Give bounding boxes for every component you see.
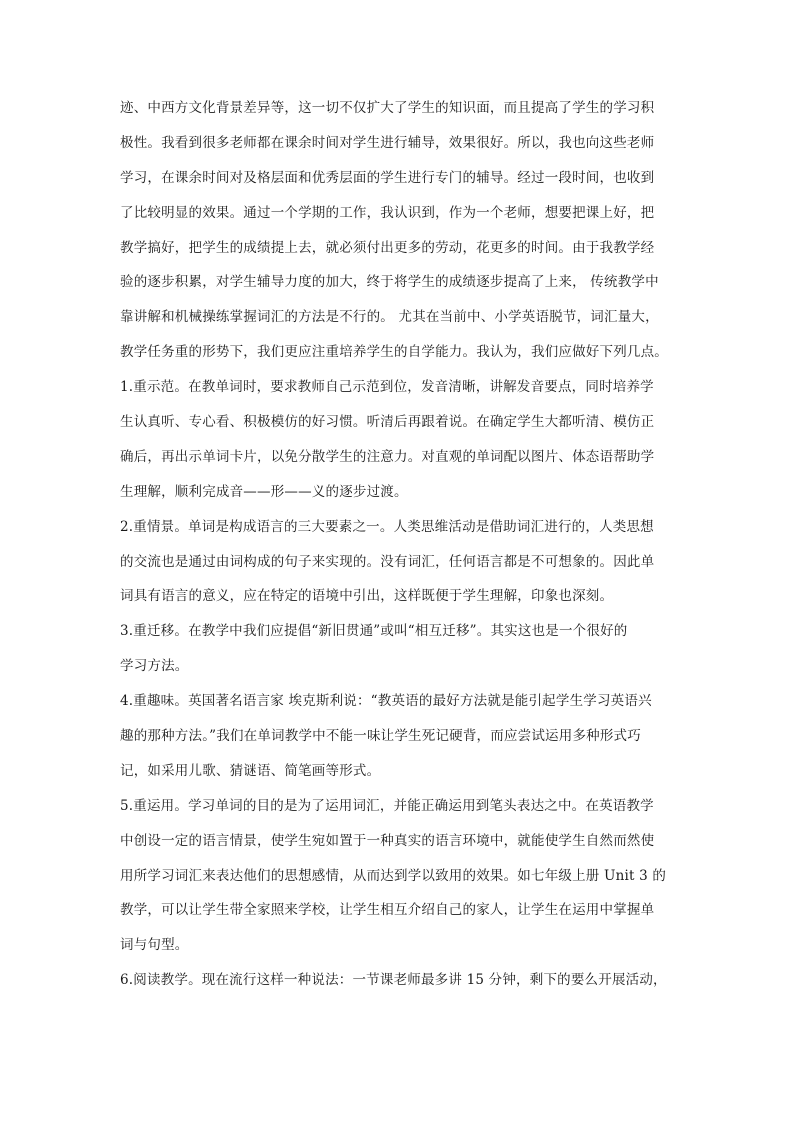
text-line: 用所学习词汇来表达他们的思想感情，从而达到学以致用的效果。如七年级上册 Unit 3 的 — [120, 867, 667, 884]
document-body — [120, 91, 680, 998]
list-item-1-line: 1.重示范。在教单词时，要求教师自己示范到位，发音清晰，讲解发音要点，同时培养学 — [120, 379, 654, 396]
text-line: 学习方法。 — [120, 658, 189, 675]
text-line: 趣的那种方法。”我们在单词教学中不能一味让学生死记硬背，而应尝试运用多种形式巧 — [120, 728, 641, 745]
list-item-6-line: 6.阅读教学。现在流行这样一种说法：一节课老师最多讲 15 分钟，剩下的要么开展活动， — [120, 972, 667, 989]
text-line: 极性。我看到很多老师都在课余时间对学生进行辅导，效果很好。所以，我也向这些老师 — [120, 134, 655, 151]
text-line: 确后，再出示单词卡片，以免分散学生的注意力。对直观的单词配以图片、体态语帮助学 — [120, 448, 655, 465]
text-line: 词具有语言的意义，应在特定的语境中引出，这样既便于学生理解，印象也深刻。 — [120, 588, 614, 605]
list-item-4-line: 4.重趣味。英国著名语言家 埃克斯利说：“教英语的最好方法就是能引起学生学习英语兴 — [120, 693, 652, 710]
text-line: 生理解，顺利完成音——形——义的逐步过渡。 — [120, 483, 408, 500]
text-line: 迹、中西方文化背景差异等，这一切不仅扩大了学生的知识面，而且提高了学生的学习积 — [120, 100, 655, 116]
text-line: 的交流也是通过由词构成的句子来实现的。没有词汇，任何语言都是不可想象的。因此单 — [120, 553, 655, 570]
text-line: 词与句型。 — [120, 937, 189, 954]
list-item-2-line: 2.重情景。单词是构成语言的三大要素之一。人类思维活动是借助词汇进行的，人类思想 — [120, 518, 654, 535]
text-line: 教学搞好，把学生的成绩提上去，就必须付出更多的劳动，花更多的时间。由于我教学经 — [120, 239, 655, 256]
text-line: 了比较明显的效果。通过一个学期的工作，我认识到，作为一个老师，想要把课上好，把 — [120, 204, 655, 221]
text-line: 教学任务重的形势下，我们更应注重培养学生的自学能力。我认为，我们应做好下列几点。 — [120, 344, 668, 361]
text-line: 学习，在课余时间对及格层面和优秀层面的学生进行专门的辅导。经过一段时间，也收到 — [120, 169, 655, 186]
text-line: 验的逐步积累，对学生辅导力度的加大，终于将学生的成绩逐步提高了上来， 传统教学中 — [120, 274, 659, 291]
text-line: 记，如采用儿歌、猜谜语、简笔画等形式。 — [120, 762, 381, 779]
text-line: 教学，可以让学生带全家照来学校，让学生相互介绍自己的家人，让学生在运用中掌握单 — [120, 902, 655, 919]
text-line: 中创设一定的语言情景，使学生宛如置于一种真实的语言环境中，就能使学生自然而然使 — [120, 832, 655, 849]
text-line: 靠讲解和机械操练掌握词汇的方法是不行的。 尤其在当前中、小学英语脱节，词汇量大， — [120, 309, 659, 326]
text-line: 生认真听、专心看、积极模仿的好习惯。听清后再跟着说。在确定学生大都听清、模仿正 — [120, 414, 655, 431]
list-item-3-line: 3.重迁移。在教学中我们应提倡“新旧贯通”或叫“相互迁移”。其实这也是一个很好的 — [120, 623, 628, 640]
list-item-5-line: 5.重运用。学习单词的目的是为了运用词汇，并能正确运用到笔头表达之中。在英语教学 — [120, 797, 654, 814]
